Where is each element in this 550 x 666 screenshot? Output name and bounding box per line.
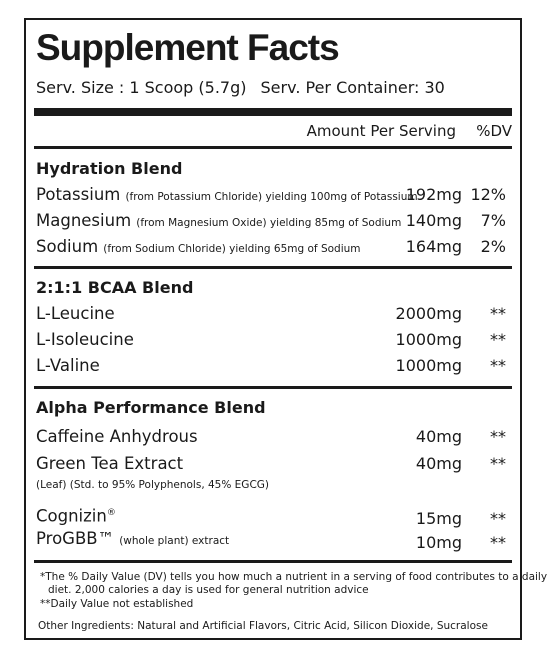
nutrient-amount: 164mg <box>405 237 462 256</box>
nutrient-name: L-Leucine <box>36 304 115 323</box>
nutrient-dv: 2% <box>480 237 506 256</box>
nutrient-row-potassium <box>36 183 512 207</box>
nutrient-name: Potassium <box>36 185 121 204</box>
panel-title: Supplement Facts <box>36 27 339 68</box>
other-ingredients: Other Ingredients: Natural and Artificial Flavors, Citric Acid, Silicon Dioxide, Sucralose <box>38 620 488 632</box>
nutrient-amount: 1000mg <box>395 356 462 375</box>
nutrient-row-l-leucine <box>36 302 512 326</box>
nutrient-row-progbb <box>36 527 512 551</box>
nutrient-name: Green Tea Extract <box>36 454 184 473</box>
divider <box>34 146 512 149</box>
supplement-facts-panel <box>24 18 548 640</box>
divider <box>34 560 512 563</box>
nutrient-amount: 2000mg <box>395 304 462 323</box>
nutrient-dv: ** <box>490 304 506 323</box>
nutrient-note: (from Magnesium Oxide) yielding 85mg of Sodium <box>136 217 402 229</box>
nutrient-amount: 15mg <box>415 509 462 528</box>
nutrient-amount: 192mg <box>405 185 462 204</box>
serving-size: Serv. Size : 1 Scoop (5.7g) <box>36 78 247 97</box>
registered-mark: ® <box>106 508 116 518</box>
nutrient-row-caffeine <box>36 425 512 449</box>
amount-header: Amount Per Serving <box>306 122 456 140</box>
green-tea-subnote: (Leaf) (Std. to 95% Polyphenols, 45% EGCG) <box>36 479 270 491</box>
nutrient-dv: ** <box>490 356 506 375</box>
hydration-blend-title: Hydration Blend <box>36 159 183 178</box>
nutrient-name: Magnesium <box>36 211 132 230</box>
nutrient-dv: 12% <box>470 185 506 204</box>
nutrient-row-magnesium <box>36 209 512 233</box>
nutrient-row-l-isoleucine <box>36 328 512 352</box>
nutrient-amount: 140mg <box>405 211 462 230</box>
divider <box>34 386 512 389</box>
nutrient-dv: ** <box>490 533 506 552</box>
column-headers <box>34 122 512 144</box>
nutrient-row-green-tea <box>36 452 512 476</box>
bcaa-blend-title: 2:1:1 BCAA Blend <box>36 278 194 297</box>
nutrient-note: (whole plant) extract <box>119 535 230 547</box>
nutrient-name: L-Valine <box>36 356 100 375</box>
dv-not-established-note: **Daily Value not established <box>40 598 194 610</box>
nutrient-name: ProGBB™ <box>36 529 115 548</box>
nutrient-amount: 1000mg <box>395 330 462 349</box>
divider <box>34 266 512 269</box>
nutrient-dv: ** <box>490 509 506 528</box>
nutrient-dv: ** <box>490 427 506 446</box>
dv-footnote-line1: *The % Daily Value (DV) tells you how much a nutrient in a serving of food contributes to a daily <box>40 571 548 583</box>
thick-divider <box>34 108 512 116</box>
nutrient-row-l-valine <box>36 354 512 378</box>
servings-per-container: Serv. Per Container: 30 <box>260 78 445 97</box>
nutrient-note: (from Sodium Chloride) yielding 65mg of Sodium <box>103 243 361 255</box>
alpha-blend-title: Alpha Performance Blend <box>36 398 266 417</box>
dv-footnote-line2: diet. 2,000 calories a day is used for general nutrition advice <box>48 584 369 596</box>
nutrient-name: Sodium <box>36 237 99 256</box>
nutrient-amount: 40mg <box>415 454 462 473</box>
nutrient-name: Caffeine Anhydrous <box>36 427 198 446</box>
nutrient-name: L-Isoleucine <box>36 330 134 349</box>
nutrient-row-cognizin <box>36 501 512 528</box>
nutrient-dv: 7% <box>480 211 506 230</box>
serving-info <box>36 78 445 98</box>
nutrient-amount: 40mg <box>415 427 462 446</box>
nutrient-amount: 10mg <box>415 533 462 552</box>
nutrient-row-sodium <box>36 235 512 259</box>
dv-header: %DV <box>476 122 512 140</box>
nutrient-name: Cognizin <box>36 506 107 526</box>
nutrient-note: (from Potassium Chloride) yielding 100mg of Potassium <box>125 191 418 203</box>
nutrient-dv: ** <box>490 454 506 473</box>
nutrient-dv: ** <box>490 330 506 349</box>
